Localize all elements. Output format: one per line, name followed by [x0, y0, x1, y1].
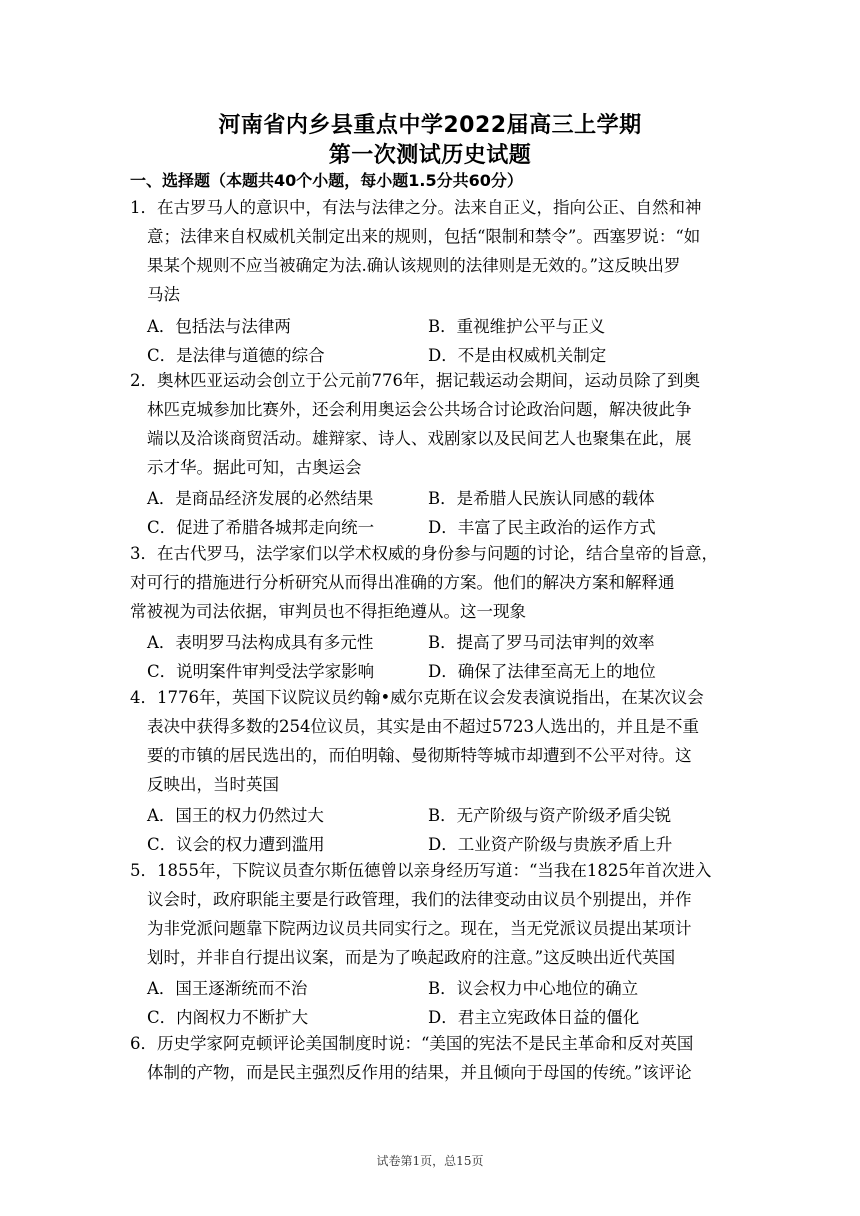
exam-title-line1: 河南省内乡县重点中学2022届高三上学期 [218, 113, 642, 138]
question-2-line-1: 2．奥林匹亚运动会创立于公元前776年，据记载运动会期间，运动员除了到奥 [130, 371, 700, 390]
question-2-line-2: 林匹克城参加比赛外，还会利用奥运会公共场合讨论政治问题，解决彼此争 [147, 400, 692, 419]
question-3-option-d: D．确保了法律至高无上的地位 [428, 662, 656, 681]
question-3-line-1: 3．在古代罗马，法学家们以学术权威的身份参与问题的讨论，结合皇帝的旨意， [130, 544, 718, 563]
section-heading: 一、选择题（本题共40个小题，每小题1.5分共60分） [130, 171, 523, 190]
question-5-line-1: 5．1855年，下院议员查尔斯伍德曾以亲身经历写道：“当我在1825年首次进入 [130, 861, 712, 880]
question-1-option-d: D．不是由权威机关制定 [428, 346, 607, 365]
question-1-line-2: 意；法律来自权威机关制定出来的规则，包括“限制和禁令”。西塞罗说：“如 [147, 227, 701, 246]
question-4-option-c: C．议会的权力遭到滥用 [147, 835, 325, 854]
question-3-option-a: A．表明罗马法构成具有多元性 [147, 633, 374, 652]
question-1-line-3: 果某个规则不应当被确定为法.确认该规则的法律则是无效的。”这反映出罗 [147, 256, 681, 275]
question-1-option-b: B．重视维护公平与正义 [428, 317, 606, 336]
page-footer: 试卷第1页，总15页 [376, 1154, 484, 1168]
question-3 [130, 539, 730, 626]
question-1-option-a: A．包括法与法律两 [147, 317, 291, 336]
question-4-line-2: 表决中获得多数的254位议员，其实是由不超过5723人选出的，并且是不重 [147, 717, 699, 736]
question-1-line-4: 马法 [147, 285, 180, 304]
question-4-line-4: 反映出，当时英国 [147, 775, 279, 794]
question-6-line-2: 体制的产物，而是民主强烈反作用的结果，并且倾向于母国的传统。”该评论 [147, 1063, 692, 1082]
question-2-option-c: C．促进了希腊各城邦走向统一 [147, 518, 375, 537]
question-5-line-3: 为非党派问题靠下院两边议员共同实行之。现在，当无党派议员提出某项计 [147, 919, 692, 938]
question-5-line-4: 划时，并非自行提出议案，而是为了唤起政府的注意。”这反映出近代英国 [147, 948, 676, 967]
question-4-line-3: 要的市镇的居民选出的，而伯明翰、曼彻斯特等城市却遭到不公平对待。这 [147, 746, 692, 765]
question-1 [130, 193, 730, 309]
question-3-option-b: B．提高了罗马司法审判的效率 [428, 633, 655, 652]
question-5-option-d: D．君主立宪政体日益的僵化 [428, 1008, 640, 1027]
question-1-option-c: C．是法律与道德的综合 [147, 346, 325, 365]
question-2-line-3: 端以及洽谈商贸活动。雄辩家、诗人、戏剧家以及民间艺人也聚集在此，展 [147, 429, 692, 448]
question-6-line-1: 6．历史学家阿克顿评论美国制度时说：“美国的宪法不是民主革命和反对英国 [130, 1034, 694, 1053]
question-3-line-3: 常被视为司法依据，审判员也不得拒绝遵从。这一现象 [130, 602, 526, 621]
question-2-option-d: D．丰富了民主政治的运作方式 [428, 518, 656, 537]
question-4-option-d: D．工业资产阶级与贵族矛盾上升 [428, 835, 673, 854]
question-4-line-1: 4．1776年，英国下议院议员约翰•威尔克斯在议会发表演说指出，在某次议会 [130, 688, 704, 707]
question-3-option-c: C．说明案件审判受法学家影响 [147, 662, 375, 681]
question-6 [130, 1029, 730, 1087]
question-5-option-a: A．国王逐渐统而不治 [147, 979, 308, 998]
exam-title-line2: 第一次测试历史试题 [328, 143, 532, 168]
question-2 [130, 366, 730, 482]
question-2-option-a: A．是商品经济发展的必然结果 [147, 489, 374, 508]
question-2-option-b: B．是希腊人民族认同感的载体 [428, 489, 655, 508]
question-4-option-b: B．无产阶级与资产阶级矛盾尖锐 [428, 806, 672, 825]
question-3-line-2: 对可行的措施进行分析研究从而得出准确的方案。他们的解决方案和解释通 [130, 573, 675, 592]
question-4 [130, 683, 730, 799]
question-5 [130, 856, 730, 972]
question-4-option-a: A．国王的权力仍然过大 [147, 806, 324, 825]
question-2-line-4: 示才华。据此可知，古奥运会 [147, 458, 362, 477]
question-5-option-c: C．内阁权力不断扩大 [147, 1008, 309, 1027]
question-5-line-2: 议会时，政府职能主要是行政管理，我们的法律变动由议员个别提出，并作 [147, 890, 692, 909]
question-1-line-1: 1．在古罗马人的意识中，有法与法律之分。法来自正义，指向公正、自然和神 [130, 198, 702, 217]
question-5-option-b: B．议会权力中心地位的确立 [428, 979, 639, 998]
